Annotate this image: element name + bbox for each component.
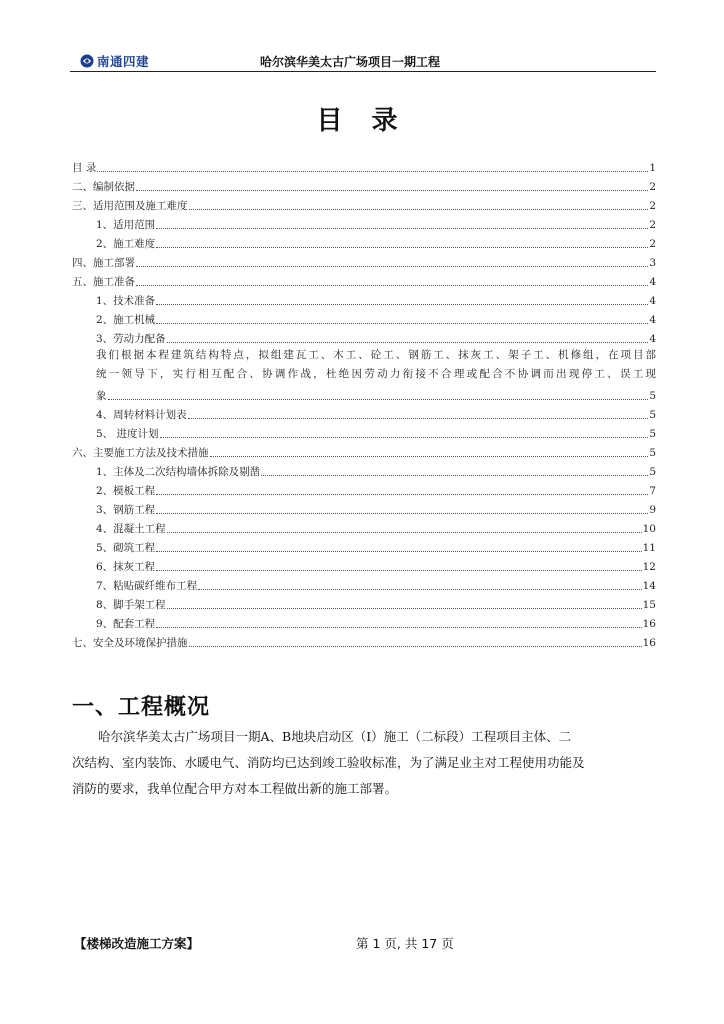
toc-entry[interactable]: [72, 213, 656, 232]
toc-page-number: 4: [649, 333, 656, 345]
header-title: 哈尔滨华美太古广场项目一期工程: [260, 55, 441, 69]
logo-mark-icon: [80, 54, 94, 68]
toc-entry-label: 9、配套工程: [96, 618, 156, 630]
toc-page-number: 10: [642, 523, 656, 535]
toc-dot-leader: [156, 569, 641, 571]
toc-entry[interactable]: [72, 479, 656, 498]
toc-entry-label: 目 录: [72, 162, 97, 174]
toc-entry[interactable]: [72, 441, 656, 460]
toc-entry[interactable]: [72, 574, 656, 593]
toc-dot-leader: [108, 398, 649, 400]
footer-page-indicator: 第 1 页, 共 17 页: [356, 936, 454, 951]
header-rule: [70, 71, 656, 72]
toc-page-number: 4: [649, 314, 656, 326]
toc-entry[interactable]: [72, 612, 656, 631]
toc-dot-leader: [210, 455, 649, 457]
toc-dot-leader: [156, 550, 641, 552]
toc-entry[interactable]: [72, 251, 656, 270]
paragraph-line: 哈尔滨华美太古广场项目一期A、B地块启动区（Ⅰ）施工（二标段）工程项目主体、二: [98, 729, 572, 744]
toc-entry[interactable]: [72, 593, 656, 612]
toc-entry-label: 2、施工机械: [96, 314, 156, 326]
logo-text: 南通四建: [97, 54, 150, 69]
toc-page-number: 5: [649, 390, 656, 402]
toc-entry[interactable]: [72, 232, 656, 251]
toc-entry[interactable]: [72, 194, 656, 213]
toc-page-number: 5: [649, 447, 656, 459]
toc-entry[interactable]: [72, 308, 656, 327]
toc-page-number: 2: [649, 219, 656, 231]
toc-dot-leader: [160, 436, 649, 438]
toc-dot-leader: [167, 531, 642, 533]
toc-dot-leader: [156, 512, 648, 514]
toc-entry[interactable]: [72, 270, 656, 289]
toc-dot-leader: [156, 246, 648, 248]
toc-page-number: 16: [642, 637, 656, 649]
toc-dot-leader: [136, 265, 648, 267]
section-paragraph: [72, 724, 656, 802]
toc-entry-label: 8、脚手架工程: [96, 599, 166, 611]
toc-entry-label: 二、编制依据: [72, 181, 135, 193]
toc-entry[interactable]: [72, 289, 656, 308]
toc-entry[interactable]: [72, 156, 656, 175]
toc-dot-leader: [136, 284, 648, 286]
toc-dot-leader: [97, 170, 648, 172]
toc-long-entry-line: 统一领导下，实行相互配合、协调作战，杜绝因劳动力衔接不合理或配合不协调而出现停工、误工现: [96, 368, 656, 380]
toc-page-number: 5: [649, 428, 656, 440]
toc-title: 目 录: [316, 106, 408, 136]
toc-page-number: 5: [649, 466, 656, 478]
toc-entry-label: 1、适用范围: [96, 219, 156, 231]
paragraph-line: 消防的要求，我单位配合甲方对本工程做出新的施工部署。: [72, 781, 398, 796]
toc-dot-leader: [136, 189, 648, 191]
toc-entry-label: 四、施工部署: [72, 257, 135, 269]
toc-dot-leader: [261, 474, 648, 476]
toc-entry-label: 6、抹灰工程: [96, 561, 156, 573]
paragraph-line: 次结构、室内装饰、水暖电气、消防均已达到竣工验收标准，为了满足业主对工程使用功能及: [72, 755, 585, 770]
toc-entry[interactable]: [72, 631, 656, 650]
toc-long-entry[interactable]: [72, 346, 656, 403]
toc-page-number: 14: [642, 580, 656, 592]
toc-entry-label: 1、技术准备: [96, 295, 156, 307]
toc-page-number: 2: [649, 200, 656, 212]
section-heading: 一、工程概况: [72, 695, 211, 720]
toc-entry[interactable]: [72, 175, 656, 194]
toc-entry-label: 5、 进度计划: [96, 428, 159, 440]
toc-long-entry-line: 我们根据本程建筑结构特点，拟组建瓦工、木工、砼工、钢筋工、抹灰工、架子工、机修组，在项目部: [96, 349, 656, 361]
toc-entry[interactable]: [72, 498, 656, 517]
toc-dot-leader: [198, 588, 641, 590]
toc-entry-label: 1、主体及二次结构墙体拆除及剔凿: [96, 466, 261, 478]
toc-dot-leader: [156, 227, 648, 229]
toc-entry-label: 2、模板工程: [96, 485, 156, 497]
toc-page-number: 4: [649, 276, 656, 288]
table-of-contents: [72, 156, 656, 650]
toc-page-number: 9: [649, 504, 656, 516]
toc-dot-leader: [167, 607, 642, 609]
toc-entry-label: 三、适用范围及施工难度: [72, 200, 188, 212]
toc-entry[interactable]: [72, 536, 656, 555]
toc-dot-leader: [156, 322, 648, 324]
toc-entry[interactable]: [72, 403, 656, 422]
toc-entry-label: 六、主要施工方法及技术措施: [72, 447, 209, 459]
footer-document-name: 【楼梯改造施工方案】: [74, 936, 200, 951]
toc-entry[interactable]: [72, 555, 656, 574]
toc-page-number: 3: [649, 257, 656, 269]
toc-dot-leader: [156, 626, 641, 628]
toc-dot-leader: [189, 208, 649, 210]
toc-page-number: 7: [649, 485, 656, 497]
toc-entry[interactable]: [72, 327, 656, 346]
toc-dot-leader: [188, 417, 649, 419]
toc-entry-label: 5、砌筑工程: [96, 542, 156, 554]
toc-entry[interactable]: [72, 422, 656, 441]
toc-entry[interactable]: [72, 517, 656, 536]
toc-page-number: 12: [642, 561, 656, 573]
toc-entry-label: 4、周转材料计划表: [96, 409, 187, 421]
toc-entry-label: 3、劳动力配备: [96, 333, 166, 345]
toc-dot-leader: [156, 303, 648, 305]
company-logo: [80, 52, 149, 70]
toc-dot-leader: [167, 341, 649, 343]
toc-page-number: 2: [649, 238, 656, 250]
toc-page-number: 16: [642, 618, 656, 630]
toc-entry-label: 七、安全及环境保护措施: [72, 637, 188, 649]
toc-entry-label: 2、施工难度: [96, 238, 156, 250]
toc-page-number: 4: [649, 295, 656, 307]
toc-page-number: 15: [642, 599, 656, 611]
toc-page-number: 5: [649, 409, 656, 421]
toc-dot-leader: [156, 493, 648, 495]
toc-entry-label: 4、混凝土工程: [96, 523, 166, 535]
toc-entry-label: 五、施工准备: [72, 276, 135, 288]
toc-dot-leader: [189, 645, 642, 647]
toc-entry[interactable]: [72, 460, 656, 479]
toc-page-number: 2: [649, 181, 656, 193]
page-header: [70, 50, 656, 72]
toc-long-entry-line: 象: [96, 390, 107, 402]
toc-entry-label: 7、粘贴碳纤维布工程: [96, 580, 198, 592]
toc-page-number: 11: [642, 542, 656, 554]
toc-page-number: 1: [649, 162, 656, 174]
toc-entry-label: 3、钢筋工程: [96, 504, 156, 516]
